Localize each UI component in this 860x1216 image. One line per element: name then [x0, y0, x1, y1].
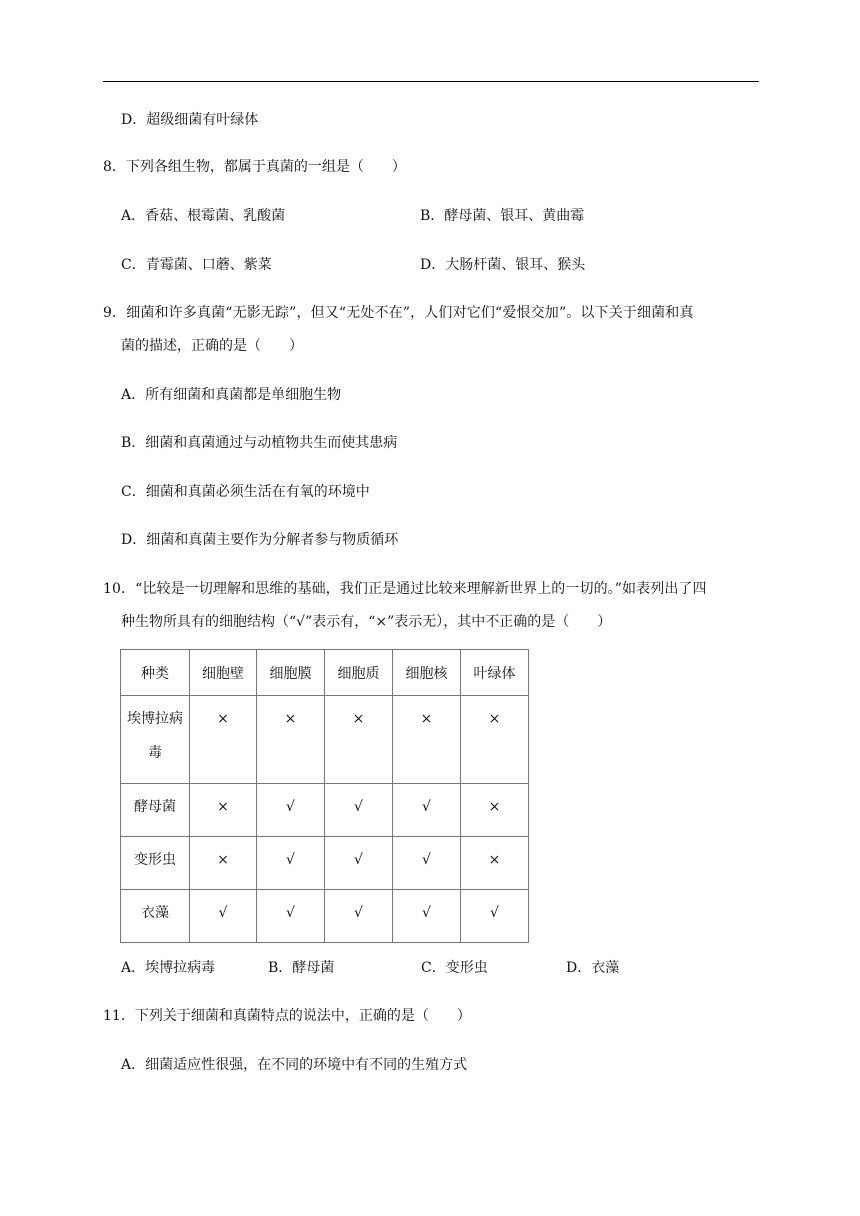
table-cell: √ — [325, 837, 393, 890]
table-cell: √ — [393, 890, 461, 943]
table-row — [121, 696, 529, 784]
table-row — [121, 837, 529, 890]
table-cell: × — [461, 837, 529, 890]
table-cell: √ — [393, 784, 461, 837]
species-cell: 变形虫 — [121, 837, 190, 890]
table-cell: × — [393, 696, 461, 784]
species-name-line2: 毒 — [148, 745, 162, 761]
table-cell: √ — [257, 837, 325, 890]
header-cell: 细胞壁 — [190, 650, 257, 696]
q8-option-a: A．香菇、根霉菌、乳酸菌 — [121, 208, 286, 224]
q10-stem-line1: 10．“比较是一切理解和思维的基础，我们正是通过比较来理解新世界上的一切的。”如表列出了四 — [103, 581, 707, 597]
table-header-row — [121, 650, 529, 696]
table-cell: √ — [461, 890, 529, 943]
q10-option-c: C．变形虫 — [421, 960, 488, 976]
q10-option-d: D．衣藻 — [566, 960, 620, 976]
q9-option-b: B．细菌和真菌通过与动植物共生而使其患病 — [121, 435, 398, 451]
table-cell: √ — [190, 890, 257, 943]
q8-option-c: C．青霉菌、口蘑、紫菜 — [121, 257, 272, 273]
header-cell: 种类 — [121, 650, 190, 696]
header-cell: 细胞膜 — [257, 650, 325, 696]
table-cell: × — [461, 696, 529, 784]
q9-option-a: A．所有细菌和真菌都是单细胞生物 — [121, 387, 342, 403]
q9-option-c: C．细菌和真菌必须生活在有氧的环境中 — [121, 484, 370, 500]
q7-option-d: D．超级细菌有叶绿体 — [121, 112, 259, 128]
q10-options — [0, 957, 860, 979]
table-cell: √ — [393, 837, 461, 890]
species-cell — [121, 696, 190, 784]
table-cell: √ — [257, 784, 325, 837]
header-cell: 细胞核 — [393, 650, 461, 696]
species-name-line1: 埃博拉病 — [127, 711, 183, 727]
table-cell: × — [190, 784, 257, 837]
q10-stem-line2: 种生物所具有的细胞结构（“√”表示有，“×”表示无），其中不正确的是（ ） — [121, 614, 612, 630]
q9-stem-line1: 9．细菌和许多真菌“无影无踪”，但又“无处不在”，人们对它们“爱恨交加”。以下关于细菌和真 — [103, 305, 694, 321]
table-row — [121, 890, 529, 943]
q10-option-a: A．埃博拉病毒 — [121, 960, 216, 976]
table-cell: √ — [257, 890, 325, 943]
table-cell: × — [257, 696, 325, 784]
header-cell: 叶绿体 — [461, 650, 529, 696]
species-cell: 衣藻 — [121, 890, 190, 943]
table-cell: √ — [325, 890, 393, 943]
table-cell: √ — [325, 784, 393, 837]
q8-option-d: D．大肠杆菌、银耳、猴头 — [420, 257, 586, 273]
cell-structure-table — [120, 649, 529, 943]
q11-stem: 11．下列关于细菌和真菌特点的说法中，正确的是（ ） — [103, 1008, 471, 1024]
q10-option-b: B．酵母菌 — [268, 960, 335, 976]
header-cell: 细胞质 — [325, 650, 393, 696]
q8-stem: 8．下列各组生物，都属于真菌的一组是（ ） — [103, 159, 406, 175]
table-cell: × — [325, 696, 393, 784]
q9-option-d: D．细菌和真菌主要作为分解者参与物质循环 — [121, 532, 399, 548]
table-row — [121, 784, 529, 837]
table-cell: × — [190, 837, 257, 890]
q8-option-b: B．酵母菌、银耳、黄曲霉 — [420, 208, 585, 224]
table-cell: × — [190, 696, 257, 784]
species-cell: 酵母菌 — [121, 784, 190, 837]
q9-stem-line2: 菌的描述，正确的是（ ） — [121, 338, 303, 354]
header-rule — [103, 81, 759, 82]
table-cell: × — [461, 784, 529, 837]
q11-option-a: A．细菌适应性很强，在不同的环境中有不同的生殖方式 — [121, 1057, 468, 1073]
